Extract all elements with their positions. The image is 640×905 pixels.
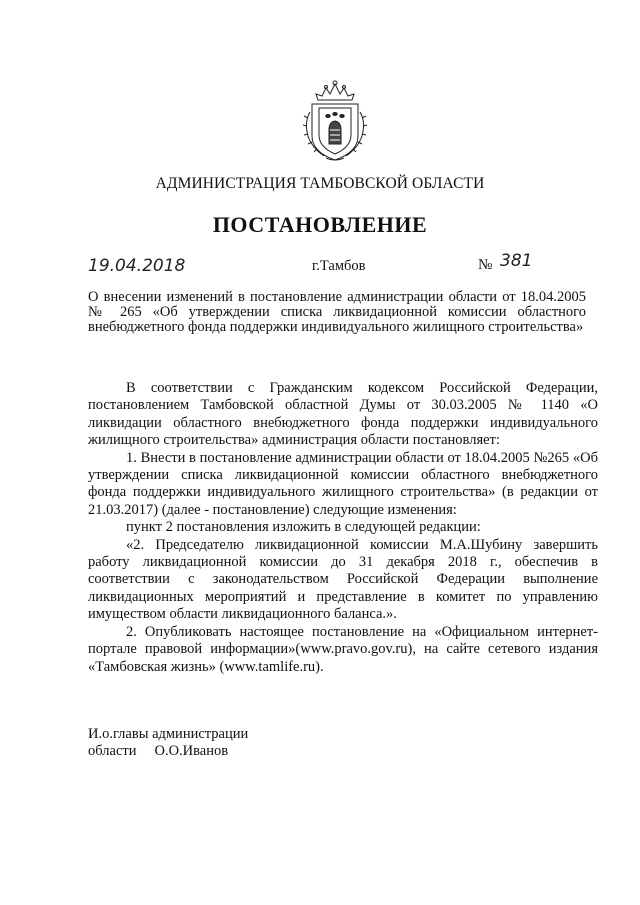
- signatory-line: [88, 743, 248, 760]
- signature-block: [88, 726, 248, 760]
- document-type-title: ПОСТАНОВЛЕНИЕ: [212, 212, 428, 237]
- document-subject: [88, 290, 586, 335]
- clause-1-subitem: пункт 2 постановления изложить в следующей редакции:: [126, 519, 481, 536]
- handwritten-date: 19.04.2018: [88, 256, 186, 276]
- clause-1-paragraph: 1. Внести в постановление администрации области от 18.04.2005 №265 «Об утверждении списка ликвидационной комиссии областного внебюджетного фонда поддержки индивидуального жилищного строительства» (в редакции от 21.03.2017) (далее - постановление) следующие изменения:: [88, 449, 598, 518]
- signatory-title: И.о.главы администрации: [88, 726, 249, 742]
- preamble-paragraph: В соответствии с Гражданским кодексом Российской Федерации, постановлением Тамбовской областной Думы от 30.03.2005 № 1140 «О ликвидации областного внебюджетного фонда поддержки индивидуального жилищного строительства» администрация области постановляет:: [88, 380, 598, 449]
- agency-name: АДМИНИСТРАЦИЯ ТАМБОВСКОЙ ОБЛАСТИ: [155, 175, 485, 192]
- clause-2-paragraph: 2. Опубликовать настоящее постановление на «Официальном интернет-портале правовой информации»(www.pravo.gov.ru), на сайте сетевого издания «Тамбовская жизнь» (www.tamlife.ru).: [88, 623, 598, 675]
- subject-text: О внесении изменений в постановление администрации области от 18.04.2005 № 265 «Об утверждении списка ликвидационной комиссии областного внебюджетного фонда поддержки индивидуального жилищного строительства»: [88, 289, 586, 335]
- tambov-coat-of-arms-icon: [296, 78, 374, 164]
- handwritten-number: 381: [500, 251, 533, 271]
- signatory-region: области: [88, 743, 137, 759]
- clause-1-new-text: «2. Председателю ликвидационной комиссии М.А.Шубину завершить работу ликвидационной комиссии до 31 декабря 2018 г., обеспечив в соответствии с законодательством Российской Федерации выполнение ликвидационных мероприятий и представление в комитет по управлению имуществом области ликвидационного баланса.».: [88, 536, 598, 623]
- number-sign: №: [478, 257, 493, 273]
- city-name: г.Тамбов: [312, 258, 366, 274]
- document-body: [88, 380, 598, 676]
- signatory-name: О.О.Иванов: [154, 743, 229, 759]
